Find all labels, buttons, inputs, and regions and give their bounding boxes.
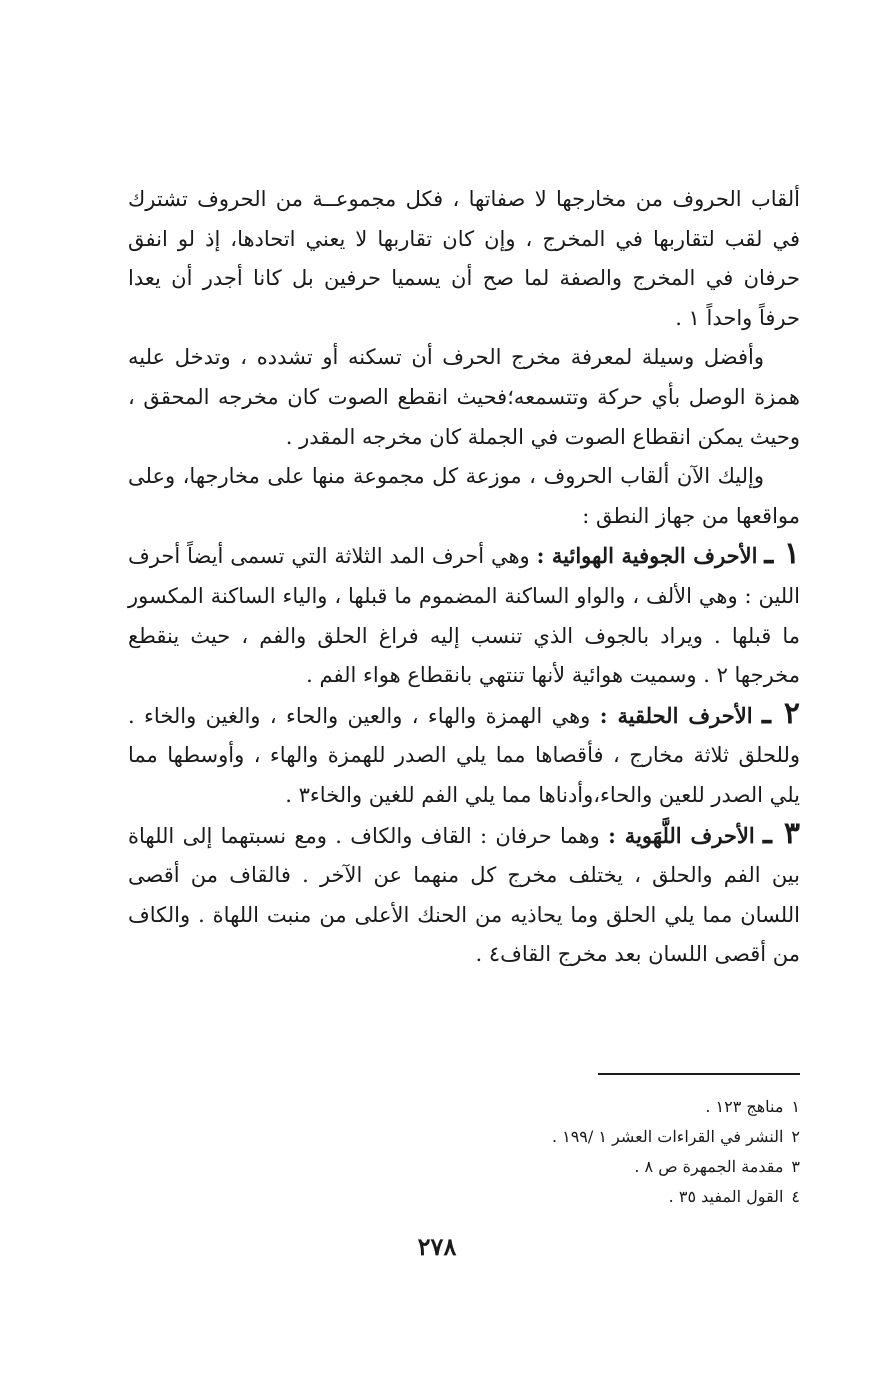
section-number: ١ ـ [764, 536, 800, 572]
page-number: ٢٧٨ [417, 1232, 457, 1261]
section-heading: الأحرف اللَّهَوية : [608, 822, 755, 848]
footnote-number: ٣ [791, 1157, 800, 1176]
section-jawfiya [128, 536, 800, 695]
footnote-text: مقدمة الجمهرة ص ٨ . [634, 1157, 784, 1176]
footnote-divider [598, 1073, 800, 1075]
section-halqiya [128, 696, 800, 816]
footnote-text: مناهج ١٢٣ . [705, 1097, 784, 1116]
section-text: وهي أحرف المد الثلاثة التي تسمى أيضاً أحرف اللين : وهي الألف ، والواو الساكنة المضموم ما قبلها ، والياء الساكنة المكسور ما قبلها . ويراد بالجوف الذي تنسب إليه فراغ الحلق والفم ، حيث ينقطع مخرجها ٢ . وسميت هوائية لأنها تنتهي بانقطاع هواء الفم . [128, 544, 800, 688]
section-heading: الأحرف الحلقية : [599, 702, 753, 728]
footnote-item [400, 1152, 800, 1182]
footnote-item [400, 1122, 800, 1152]
footnotes [400, 1092, 800, 1212]
footnote-number: ٢ [791, 1127, 800, 1146]
main-text [128, 180, 800, 975]
paragraph: ألقاب الحروف من مخارجها لا صفاتها ، فكل مجموعــة من الحروف تشترك في لقب لتقاربها في المخرج ، وإن كان تقاربها لا يعني اتحادها، إذ لو انفق حرفان في المخرج والصفة لما صح أن يسميا حرفين بل كانا أجدر أن يعدا حرفاً واحداً ١ . [128, 187, 800, 330]
footnote-number: ١ [791, 1097, 800, 1116]
section-lahawiya [128, 816, 800, 975]
section-text: وهما حرفان : القاف والكاف . ومع نسبتهما إلى اللهاة بين الفم والحلق ، يختلف مخرج كل منهما عن الآخر . فالقاف من أقصى اللسان مما يلي الحلق وما يحاذيه من الحنك الأعلى من منبت اللهاة . والكاف من أقصى اللسان بعد مخرج القاف٤ . [128, 823, 800, 967]
footnote-item [400, 1092, 800, 1122]
footnote-item [400, 1182, 800, 1212]
section-heading: الأحرف الجوفية الهوائية : [536, 543, 758, 569]
section-text: وهي الهمزة والهاء ، والعين والحاء ، والغين والخاء . وللحلق ثلاثة مخارج ، فأقصاها مما يلي الصدر للهمزة والهاء ، وأوسطها مما يلي الصدر للعين والحاء،وأدناها مما يلي الفم للغين والخاء٣ . [128, 703, 800, 807]
section-number: ٣ ـ [763, 815, 801, 851]
section-number: ٢ ـ [761, 695, 800, 731]
footnote-text: النشر في القراءات العشر ١ /١٩٩ . [551, 1127, 784, 1146]
paragraph: وإليك الآن ألقاب الحروف ، موزعة كل مجموعة منها على مخارجها، وعلى مواقعها من جهاز النطق : [128, 464, 800, 528]
footnote-number: ٤ [791, 1187, 800, 1206]
paragraph: وأفضل وسيلة لمعرفة مخرج الحرف أن تسكنه أو تشدده ، وتدخل عليه همزة الوصل بأي حركة وتتسمعه؛فحيث انقطع الصوت كان مخرجه المحقق ، وحيث يمكن انقطاع الصوت في الجملة كان مخرجه المقدر . [128, 345, 800, 449]
footnote-text: القول المفيد ٣٥ . [668, 1187, 784, 1206]
